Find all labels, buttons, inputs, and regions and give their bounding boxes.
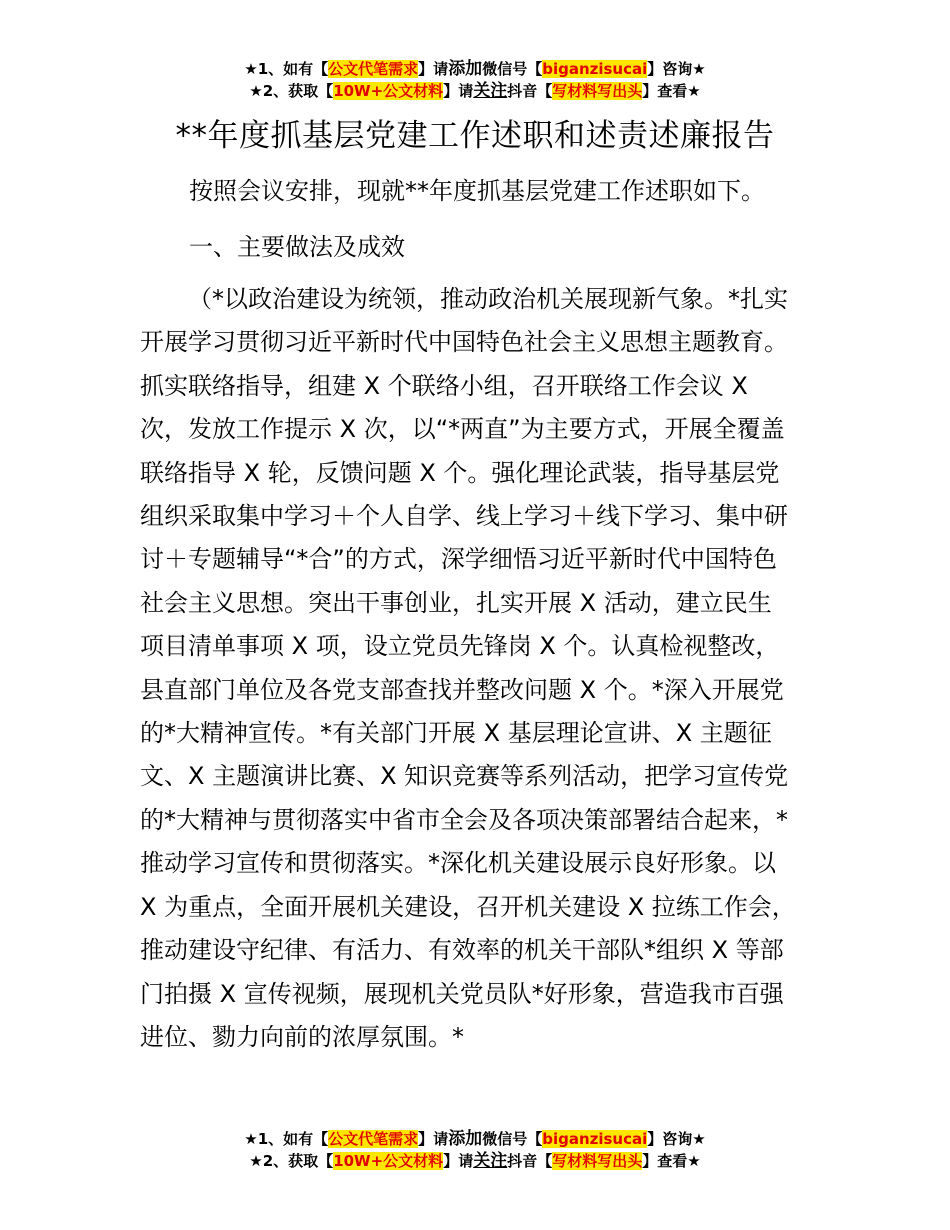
banner-line-2: [0, 1150, 950, 1172]
banner-text: 】请: [443, 1152, 474, 1170]
body-line: 次，发放工作提示 X 次，以“*两直”为主要方式，开展全覆盖: [140, 415, 785, 444]
intro-paragraph: 按照会议安排，现就**年度抓基层党建工作述职如下。: [189, 177, 765, 205]
body-line: 讨＋专题辅导“*合”的方式，深学细悟习近平新时代中国特色: [140, 545, 777, 574]
body-line: 开展学习贯彻习近平新时代中国特色社会主义思想主题教育。: [140, 328, 788, 357]
banner-text: 】咨询★: [647, 1130, 706, 1148]
header-banner: [0, 58, 950, 102]
banner-text: 】咨询★: [647, 60, 706, 78]
body-paragraph: [140, 278, 820, 1059]
body-line: 组织采取集中学习＋个人自学、线上学习＋线下学习、集中研: [140, 502, 788, 531]
highlight-douyin: 写材料写出头: [552, 82, 643, 100]
highlight-douyin: 写材料写出头: [552, 1152, 643, 1170]
highlight-materials: 10W+公文材料: [333, 1152, 444, 1170]
body-line: X 为重点，全面开展机关建设，召开机关建设 X 拉练工作会，: [140, 892, 796, 921]
body-line: 县直部门单位及各党支部查找并整改问题 X 个。*深入开展党: [140, 675, 784, 704]
banner-text: 抖音【: [507, 82, 553, 100]
body-line: 推动学习宣传和贯彻落实。*深化机关建设展示良好形象。以: [140, 849, 776, 878]
body-line: 的*大精神与贯彻落实中省市全会及各项决策部署结合起来，*: [140, 805, 788, 834]
section-heading: 一、主要做法及成效: [189, 233, 405, 261]
body-line: 抓实联络指导，组建 X 个联络小组，召开联络工作会议 X: [140, 371, 748, 400]
document-title: **年度抓基层党建工作述职和述责述廉报告: [175, 118, 775, 154]
banner-text: 】请: [418, 60, 449, 78]
banner-text: ★1、如有【: [244, 1130, 329, 1148]
body-line: 文、X 主题演讲比赛、X 知识竞赛等系列活动，把学习宣传党: [140, 762, 789, 791]
body-line: 社会主义思想。突出干事创业，扎实开展 X 活动，建立民生: [140, 588, 772, 617]
banner-emphasis: 添加: [448, 59, 483, 79]
banner-line-1: [0, 58, 950, 80]
banner-text: 】查看★: [642, 82, 701, 100]
banner-text: 抖音【: [507, 1152, 553, 1170]
highlight-materials: 10W+公文材料: [333, 82, 444, 100]
body-line: 推动建设守纪律、有活力、有效率的机关干部队*组织 X 等部: [140, 936, 784, 965]
body-line: 的*大精神宣传。*有关部门开展 X 基层理论宣讲、X 主题征: [140, 719, 772, 748]
highlight-service: 公文代笔需求: [328, 60, 419, 78]
banner-emphasis: 添加: [448, 1129, 483, 1149]
banner-text: 】请: [443, 82, 474, 100]
highlight-wechat-id: biganzisucai: [542, 60, 648, 78]
banner-text: ★2、获取【: [249, 1152, 334, 1170]
banner-text: ★1、如有【: [244, 60, 329, 78]
banner-text: 微信号【: [482, 60, 543, 78]
banner-text: 】查看★: [642, 1152, 701, 1170]
highlight-wechat-id: biganzisucai: [542, 1130, 648, 1148]
highlight-service: 公文代笔需求: [328, 1130, 419, 1148]
body-line: 联络指导 X 轮，反馈问题 X 个。强化理论武装，指导基层党: [140, 458, 780, 487]
body-line: 进位、勠力向前的浓厚氛围。*: [140, 1022, 464, 1051]
banner-text: 】请: [418, 1130, 449, 1148]
banner-emphasis: 关注: [473, 1151, 508, 1171]
banner-line-1: [0, 1128, 950, 1150]
footer-banner: [0, 1128, 950, 1172]
body-line: （*以政治建设为统领，推动政治机关展现新气象。*扎实: [188, 285, 788, 313]
banner-text: 微信号【: [482, 1130, 543, 1148]
banner-emphasis: 关注: [473, 81, 508, 101]
body-line: 门拍摄 X 宣传视频，展现机关党员队*好形象，营造我市百强: [140, 979, 784, 1008]
banner-text: ★2、获取【: [249, 82, 334, 100]
body-line: 项目清单事项 X 项，设立党员先锋岗 X 个。认真检视整改，: [140, 632, 780, 661]
banner-line-2: [0, 80, 950, 102]
